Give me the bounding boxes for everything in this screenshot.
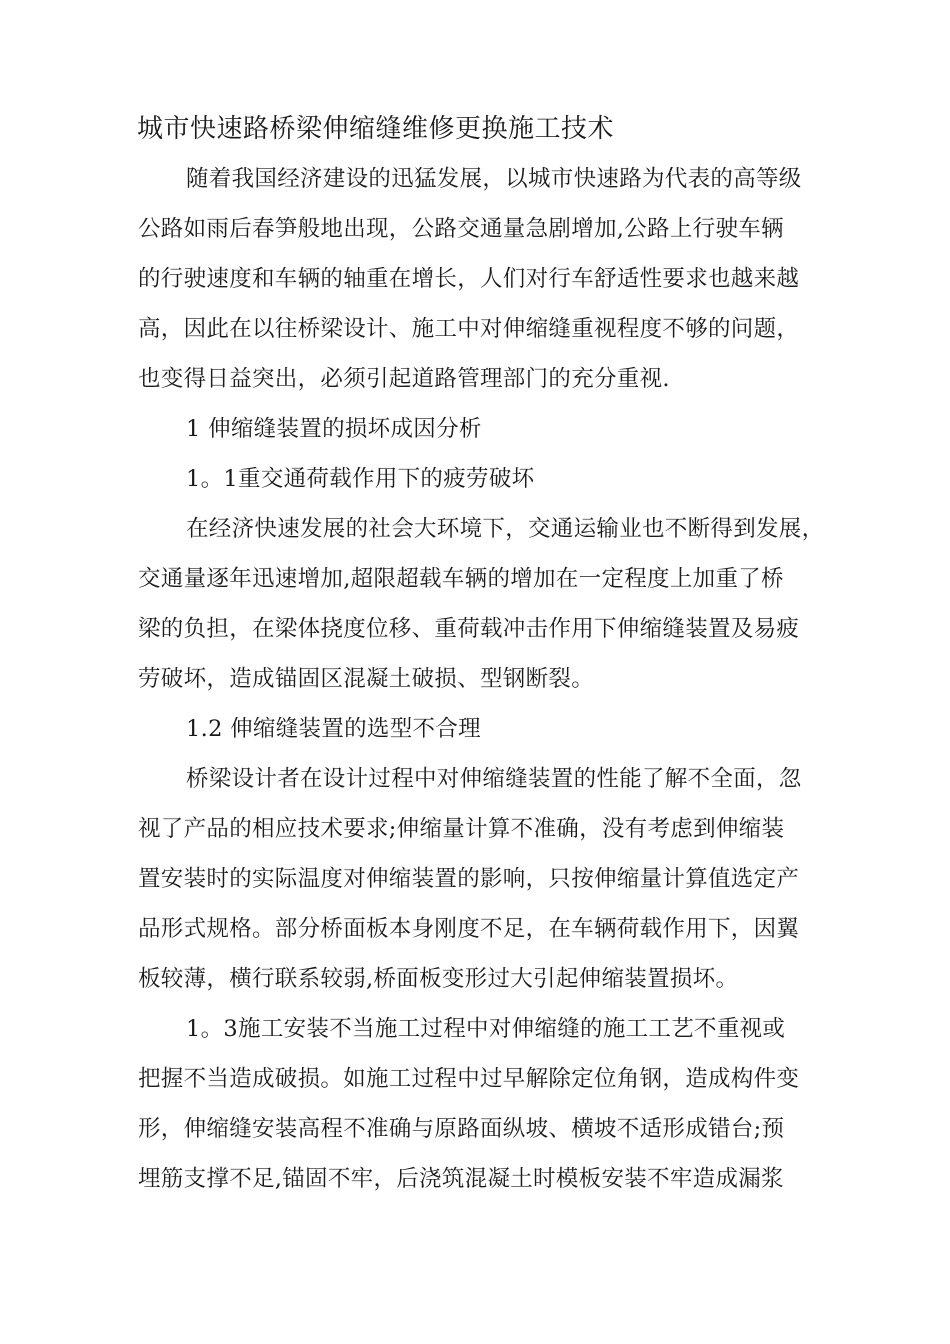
document-title: 城市快速路桥梁伸缩缝维修更换施工技术 [137,114,615,144]
paragraph-line: 品形式规格。部分桥面板本身刚度不足，在车辆荷载作用下，因翼 [138,916,800,942]
paragraph-line: 形，伸缩缝安装高程不准确与原路面纵坡、横坡不适形成错台;预 [138,1116,785,1142]
paragraph-line: 置安装时的实际温度对伸缩装置的影响，只按伸缩量计算值选定产 [138,866,800,892]
paragraph-line: 桥梁设计者在设计过程中对伸缩缝装置的性能了解不全面，忽 [186,766,802,792]
paragraph-line: 把握不当造成破损。如施工过程中过早解除定位角钢，造成构件变 [138,1066,800,1092]
paragraph-line: 在经济快速发展的社会大环境下，交通运输业也不断得到发展， [186,516,825,542]
intro-line: 公路如雨后春笋般地出现，公路交通量急剧增加,公路上行驶车辆 [138,216,784,242]
paragraph-line: 板较薄，横行联系较弱,桥面板变形过大引起伸缩装置损坏。 [138,966,739,992]
paragraph-line: 1。3施工安装不当施工过程中对伸缩缝的施工工艺不重视或 [186,1016,786,1042]
paragraph-line: 埋筋支撑不足,锚固不牢，后浇筑混凝土时模板安装不牢造成漏浆 [138,1166,784,1192]
paragraph-line: 劳破坏，造成锚固区混凝土破损、型钢断裂。 [138,666,595,692]
intro-line: 高，因此在以往桥梁设计、施工中对伸缩缝重视程度不够的问题， [138,316,800,342]
paragraph-line: 交通量逐年迅速增加,超限超载车辆的增加在一定程度上加重了桥 [138,566,784,592]
section-heading: 1 伸缩缝装置的损坏成因分析 [186,416,482,442]
paragraph-line: 视了产品的相应技术要求;伸缩量计算不准确，没有考虑到伸缩装 [138,816,785,842]
subsection-heading: 1.2 伸缩缝装置的选型不合理 [186,716,481,742]
intro-line: 的行驶速度和车辆的轴重在增长，人们对行车舒适性要求也越来越 [138,266,800,292]
intro-line: 也变得日益突出，必须引起道路管理部门的充分重视. [138,366,670,392]
subsection-heading: 1。1重交通荷载作用下的疲劳破坏 [186,466,535,492]
intro-line: 随着我国经济建设的迅猛发展，以城市快速路为代表的高等级 [186,166,802,192]
paragraph-line: 梁的负担，在梁体挠度位移、重荷载冲击作用下伸缩缝装置及易疲 [138,616,800,642]
